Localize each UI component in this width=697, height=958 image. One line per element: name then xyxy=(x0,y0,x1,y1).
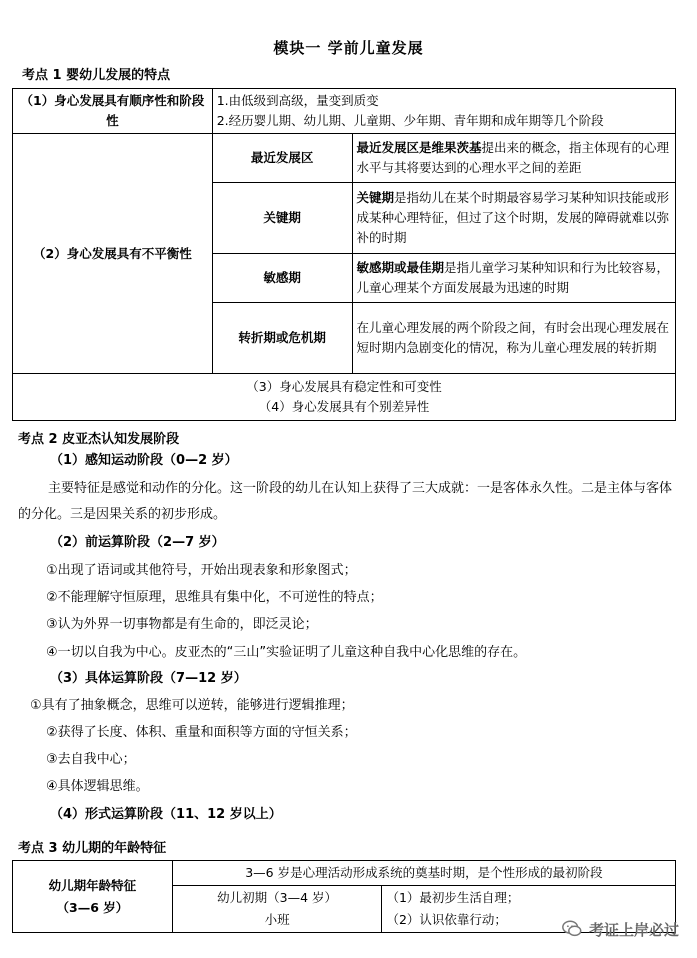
table-row xyxy=(13,374,676,421)
period-cell xyxy=(172,886,382,933)
sub-desc xyxy=(352,134,676,183)
row3-content xyxy=(13,374,676,421)
stage-2-item: ④一切以自我为中心。皮亚杰的“三山”实验证明了儿童这种自我中心化思维的存在。 xyxy=(46,645,527,660)
sub-desc-text: 在儿童心理发展的两个阶段之间，有时会出现心理发展在短时期内急剧变化的情况，称为儿童心理发展的转折期 xyxy=(356,320,670,355)
sub-desc-bold: 敏感期或最佳期 xyxy=(356,260,445,275)
sub-desc-bold: 关键期 xyxy=(356,190,395,205)
sub-term: 最近发展区 xyxy=(212,134,352,183)
stage-2-item: ③认为外界一切事物都是有生命的，即泛灵论； xyxy=(46,617,318,632)
left-label-line: 幼儿期年龄特征 xyxy=(48,877,137,893)
left-label-line: （3—6 岁） xyxy=(56,899,129,915)
row1-label: （1）身心发展具有顺序性和阶段性 xyxy=(13,89,213,134)
sub-desc-text: 提出来的概念，指主体现有的心理水平与其将要达到的心理水平之间的差距 xyxy=(356,140,670,175)
row2-label: （2）身心发展具有不平衡性 xyxy=(13,134,213,374)
left-label xyxy=(13,861,173,933)
stage-2-item: ②不能理解守恒原理，思维具有集中化，不可逆性的特点； xyxy=(46,590,383,605)
stage-1-heading: （1）感知运动阶段（0—2 岁） xyxy=(50,453,238,468)
wechat-icon xyxy=(561,918,583,940)
stage-1-text: 主要特征是感觉和动作的分化。这一阶段的幼儿在认知上获得了三大成就：一是客体永久性。二是主体与客体的分化。三是因果关系的初步形成。 xyxy=(18,481,673,522)
stage-3-item: ④具体逻辑思维。 xyxy=(46,779,149,794)
sub-desc-text: 是指儿童学习某种知识和行为比较容易，儿童心理某个方面发展最为迅速的时期 xyxy=(356,260,670,295)
trait-item: （2）认识依靠行动； xyxy=(386,912,507,927)
stage-2-heading: （2）前运算阶段（2—7 岁） xyxy=(50,535,225,550)
sub-desc xyxy=(352,183,676,254)
sub-term: 转折期或危机期 xyxy=(212,303,352,374)
watermark-text: 考证上岸必过 xyxy=(588,920,679,939)
table-row xyxy=(13,89,676,134)
stage-3-item: ③去自我中心； xyxy=(46,752,136,767)
row3-item: （3）身心发展具有稳定性和可变性 xyxy=(246,379,442,394)
period-class: 小班 xyxy=(264,912,290,927)
top-row-text: 3—6 岁是心理活动形成系统的奠基时期，是个性形成的最初阶段 xyxy=(172,861,675,886)
sub-desc-text: 是指幼儿在某个时期最容易学习某种知识技能或形成某种心理特征，但过了这个时期，发展的障碍就难以弥补的时期 xyxy=(356,190,670,245)
section-1-heading: 考点 1 婴幼儿发展的特点 xyxy=(22,68,171,83)
page-title: 模块一 学前儿童发展 xyxy=(273,39,424,57)
stage-4-heading: （4）形式运算阶段（11、12 岁以上） xyxy=(50,807,282,822)
sub-term: 敏感期 xyxy=(212,254,352,303)
stage-3-item: ①具有了抽象概念，思维可以逆转，能够进行逻辑推理； xyxy=(30,698,354,713)
watermark xyxy=(561,918,679,940)
row3-item: （4）身心发展具有个别差异性 xyxy=(258,399,430,414)
stage-3-item: ②获得了长度、体积、重量和面积等方面的守恒关系； xyxy=(46,725,357,740)
section-2-heading: 考点 2 皮亚杰认知发展阶段 xyxy=(18,432,180,447)
section-3-heading: 考点 3 幼儿期的年龄特征 xyxy=(18,841,167,856)
stage-2-item: ①出现了语词或其他符号，开始出现表象和形象图式； xyxy=(46,563,357,578)
period-name: 幼儿初期（3—4 岁） xyxy=(217,890,338,905)
sub-desc-bold: 最近发展区是维果茨基 xyxy=(356,140,482,155)
stage-3-heading: （3）具体运算阶段（7—12 岁） xyxy=(50,671,247,686)
table-row xyxy=(13,134,676,183)
sub-desc xyxy=(352,254,676,303)
trait-item: （1）最初步生活自理； xyxy=(386,890,520,905)
table-development-characteristics xyxy=(12,88,676,421)
row1-item: 2.经历婴儿期、幼儿期、儿童期、少年期、青年期和成年期等几个阶段 xyxy=(216,113,604,128)
row1-content xyxy=(212,89,675,134)
sub-term: 关键期 xyxy=(212,183,352,254)
row1-item: 1.由低级到高级，量变到质变 xyxy=(216,93,379,108)
sub-desc xyxy=(352,303,676,374)
table-row xyxy=(13,861,676,886)
